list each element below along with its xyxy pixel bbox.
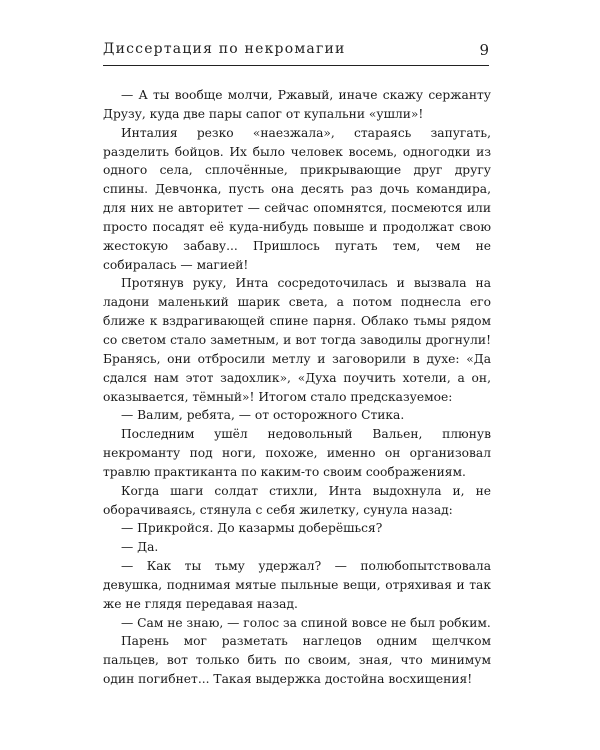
running-head: Диссертация по некромагии — [103, 41, 346, 57]
paragraph: — Как ты тьму удержал? — полюбопытствовала девушка, поднимая мятые пыльные вещи, отряхивая и так же не глядя передавая назад. — [103, 559, 491, 611]
paragraph: Парень мог разметать наглецов одним щелчком пальцев, вот только бить по своим, зная, что минимум один погибнет... Такая выдержка достойна восхищения! — [103, 634, 491, 687]
paragraph: — Валим, ребята, — от осторожного Стика. — [121, 408, 405, 423]
body-text — [103, 86, 491, 689]
page-header — [103, 41, 489, 66]
paragraph: — Прикройся. До казармы доберёшься? — [121, 521, 383, 536]
paragraph: Последним ушёл недовольный Вальен, плюнув некроманту под ноги, похоже, именно он организовал травлю практиканта по каким-то своим соображениям. — [103, 427, 491, 479]
paragraph: Инталия резко «наезжала», стараясь запугать, разделить бойцов. Их было человек восемь, одногодки из одного села, сплочённые, прикрывающие друг другу спины. Девчонка, пусть она десять раз дочь командира, для них не авторитет — сейчас опомнятся, посмеются или просто посадят её куда-нибудь повыше и продолжат свою жестокую забаву... Пришлось пугать тем, чем не собиралась — магией! — [103, 125, 491, 272]
paragraph: Протянув руку, Инта сосредоточилась и вызвала на ладони маленький шарик света, а потом поднесла его ближе к вздрагивающей спине парня. Облако тьмы рядом со светом стало заметным, и вот тогда заводилы дрогнули! Бранясь, они отбросили метлу и заговорили в духе: «Да сдался нам этот задохлик», «Духа поучить хотели, а он, оказывается, тёмный»! Итогом стало предсказуемое: — [103, 276, 491, 404]
paragraph: Когда шаги солдат стихли, Инта выдохнула и, не оборачиваясь, стянула с себя жилетку, сунула назад: — [103, 483, 491, 517]
paragraph: — Сам не знаю, — голос за спиной вовсе не был робким. — [121, 615, 491, 630]
page-number: 9 — [479, 41, 489, 59]
paragraph: — А ты вообще молчи, Ржавый, иначе скажу сержанту Друзу, куда две пары сапог от купальни «ушли»! — [103, 88, 491, 121]
paragraph: — Да. — [121, 540, 159, 555]
